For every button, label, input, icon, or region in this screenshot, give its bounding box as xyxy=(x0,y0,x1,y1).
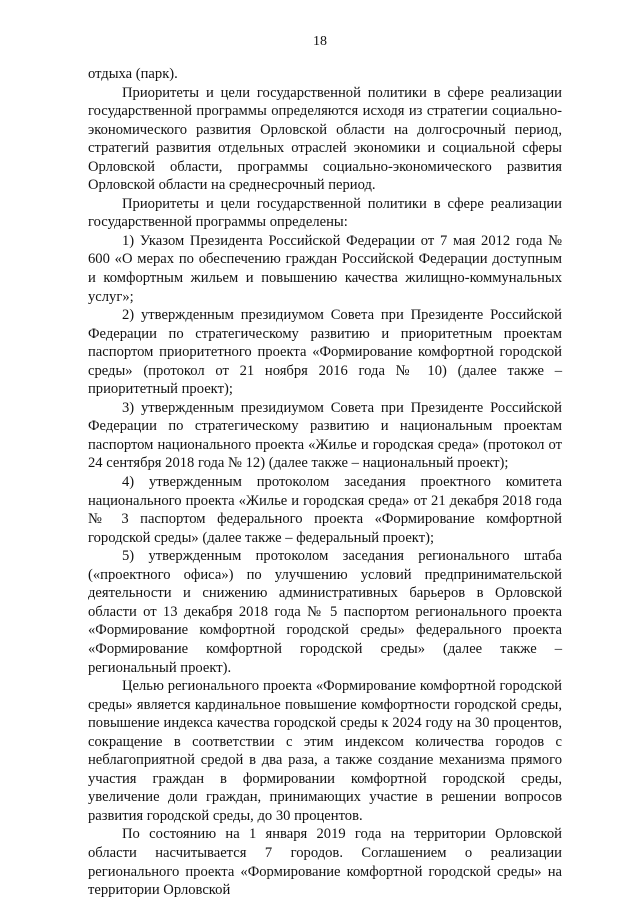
document-body xyxy=(88,65,562,900)
paragraph: 1) Указом Президента Российской Федерации от 7 мая 2012 года № 600 «О мерах по обеспечению граждан Российской Федерации доступным и комфортным жильем и повышению качества жилищно-коммунальных услуг»; xyxy=(88,232,562,305)
paragraph: 5) утвержденным протоколом заседания регионального штаба («проектного офиса») по улучшению условий предпринимательской деятельности и снижению административных барьеров в Орловской области от 13 декабря 2018 года № 5 паспортом регионального проекта «Формирование комфортной городской среды» федерального проекта «Формирование комфортной городской среды» (далее также – региональный проект). xyxy=(88,548,562,676)
paragraph: отдыха (парк). xyxy=(88,66,178,82)
paragraph: 4) утвержденным протоколом заседания проектного комитета национального проекта «Жилье и городская среда» от 21 декабря 2018 года № 3 паспортом федерального проекта «Формирование комфортной городской среды» (далее также – федеральный проект); xyxy=(88,474,562,546)
page-number: 18 xyxy=(313,34,327,49)
paragraph: Приоритеты и цели государственной политики в сфере реализации государственной программы определяются исходя из стратегии социально-экономического развития Орловской области на долгосрочный период, стратегий развития отдельных отраслей экономики и социальной сферы Орловской области, программы социально-экономического развития Орловской области на среднесрочный период. xyxy=(88,84,562,194)
paragraph: Приоритеты и цели государственной политики в сфере реализации государственной программы определены: xyxy=(88,195,562,231)
paragraph: По состоянию на 1 января 2019 года на территории Орловской области насчитывается 7 городов. Соглашением о реализации регионального проекта «Формирование комфортной городской среды» на территории Орловской xyxy=(88,826,562,899)
paragraph: 2) утвержденным президиумом Совета при Президенте Российской Федерации по стратегическому развитию и приоритетным проектам паспортом приоритетного проекта «Формирование комфортной городской среды» (протокол от 21 ноября 2016 года № 10) (далее также – приоритетный проект); xyxy=(88,307,562,398)
paragraph: Целью регионального проекта «Формирование комфортной городской среды» является кардинальное повышение комфортности городской среды, повышение индекса качества городской среды к 2024 году на 30 процентов, сокращение в соответствии с этим индексом количества городов с неблагоприятной средой в два раза, а также создание механизма прямого участия граждан в формировании комфортной городской среды, увеличение доли граждан, принимающих участие в решении вопросов развития городской среды, до 30 процентов. xyxy=(88,678,562,824)
paragraph: 3) утвержденным президиумом Совета при Президенте Российской Федерации по стратегическому развитию и национальным проектам паспортом национального проекта «Жилье и городская среда» (протокол от 24 сентября 2018 года № 12) (далее также – национальный проект); xyxy=(88,399,562,472)
